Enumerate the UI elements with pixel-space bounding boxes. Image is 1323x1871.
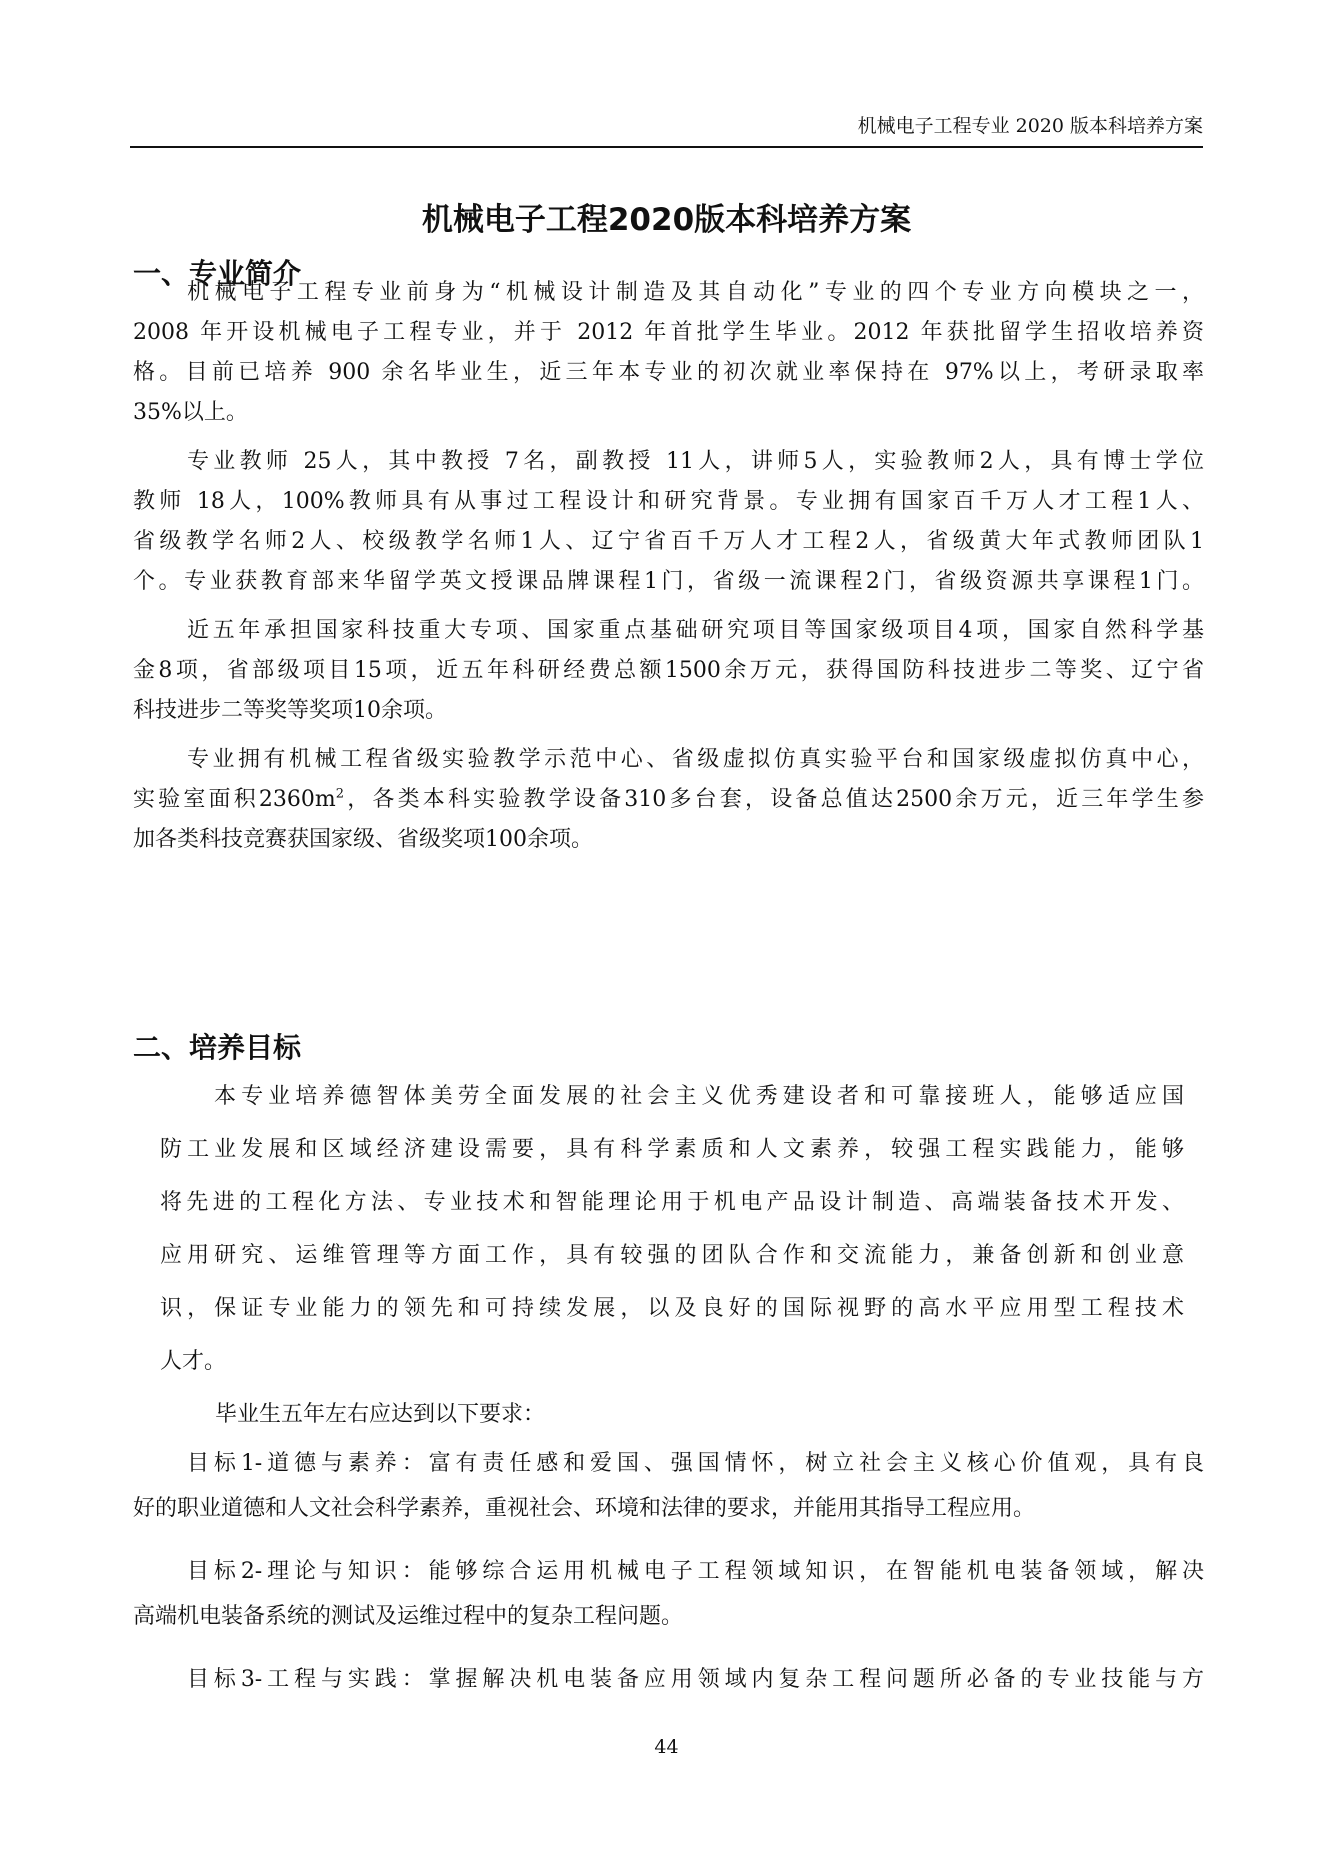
paragraph-line: 防工业发展和区域经济建设需要，具有科学素质和人文素养，较强工程实践能力，能够 xyxy=(160,1137,1184,1162)
document-title: 机械电子工程2020版本科培养方案 xyxy=(421,202,912,238)
paragraph-line: 35%以上。 xyxy=(133,400,248,425)
paragraph-line: 加各类科技竞赛获国家级、省级奖项100余项。 xyxy=(133,827,593,852)
paragraph-line: 科技进步二等奖等奖项10余项。 xyxy=(133,698,447,723)
section-heading-objectives: 二、培养目标 xyxy=(133,1031,302,1064)
inline-text: ，各类本科实验教学设备310多台套，设备总值达2500余万元，近三年学生参 xyxy=(344,787,1204,812)
section-heading-intro: 一、专业简介 xyxy=(133,257,302,290)
header-rule xyxy=(130,146,1203,148)
paragraph-line: 格。目前已培养 900 余名毕业生，近三年本专业的初次就业率保持在 97%以上，考研录取率 xyxy=(133,360,1204,385)
goal-line: 目标3-工程与实践：掌握解决机电装备应用领域内复杂工程问题所必备的专业技能与方 xyxy=(187,1667,1204,1692)
paragraph-line: 个。专业获教育部来华留学英文授课品牌课程1门，省级一流课程2门，省级资源共享课程1门。 xyxy=(133,569,1204,594)
paragraph-line: 教师 18人，100%教师具有从事过工程设计和研究背景。专业拥有国家百千万人才工程1人、 xyxy=(133,489,1204,514)
paragraph-line: 识，保证专业能力的领先和可持续发展，以及良好的国际视野的高水平应用型工程技术 xyxy=(160,1296,1184,1321)
paragraph-line: 机械电子工程专业前身为“机械设计制造及其自动化”专业的四个专业方向模块之一， xyxy=(187,280,1204,305)
paragraph-line xyxy=(133,785,1204,815)
inline-text: 实验室面积2360m xyxy=(133,787,336,812)
paragraph-line: 2008 年开设机械电子工程专业，并于 2012 年首批学生毕业。2012 年获批留学生招收培养资 xyxy=(133,320,1204,345)
goal-line: 好的职业道德和人文社会科学素养，重视社会、环境和法律的要求，并能用其指导工程应用。 xyxy=(133,1496,1036,1521)
paragraph-line: 将先进的工程化方法、专业技术和智能理论用于机电产品设计制造、高端装备技术开发、 xyxy=(160,1190,1184,1215)
goal-line: 目标1-道德与素养：富有责任感和爱国、强国情怀，树立社会主义核心价值观，具有良 xyxy=(187,1451,1204,1476)
paragraph-line: 金8项，省部级项目15项，近五年科研经费总额1500余万元，获得国防科技进步二等奖、辽宁省 xyxy=(133,658,1204,683)
paragraph-line: 专业教师 25人，其中教授 7名，副教授 11人，讲师5人，实验教师2人，具有博士学位 xyxy=(187,449,1204,474)
goal-line: 目标2-理论与知识：能够综合运用机械电子工程领域知识，在智能机电装备领域，解决 xyxy=(187,1559,1204,1584)
running-header: 机械电子工程专业 2020 版本科培养方案 xyxy=(857,115,1203,137)
page-number: 44 xyxy=(654,1736,679,1758)
paragraph-line: 专业拥有机械工程省级实验教学示范中心、省级虚拟仿真实验平台和国家级虚拟仿真中心， xyxy=(187,747,1204,772)
paragraph-line: 本专业培养德智体美劳全面发展的社会主义优秀建设者和可靠接班人，能够适应国 xyxy=(214,1084,1184,1109)
paragraph-line: 省级教学名师2人、校级教学名师1人、辽宁省百千万人才工程2人，省级黄大年式教师团队1 xyxy=(133,529,1204,554)
superscript: 2 xyxy=(335,786,345,802)
paragraph-line: 应用研究、运维管理等方面工作，具有较强的团队合作和交流能力，兼备创新和创业意 xyxy=(160,1243,1184,1268)
requirements-intro: 毕业生五年左右应达到以下要求： xyxy=(215,1402,546,1427)
paragraph-line: 人才。 xyxy=(160,1349,227,1374)
goal-line: 高端机电装备系统的测试及运维过程中的复杂工程问题。 xyxy=(133,1604,684,1629)
paragraph-line: 近五年承担国家科技重大专项、国家重点基础研究项目等国家级项目4项，国家自然科学基 xyxy=(187,618,1204,643)
